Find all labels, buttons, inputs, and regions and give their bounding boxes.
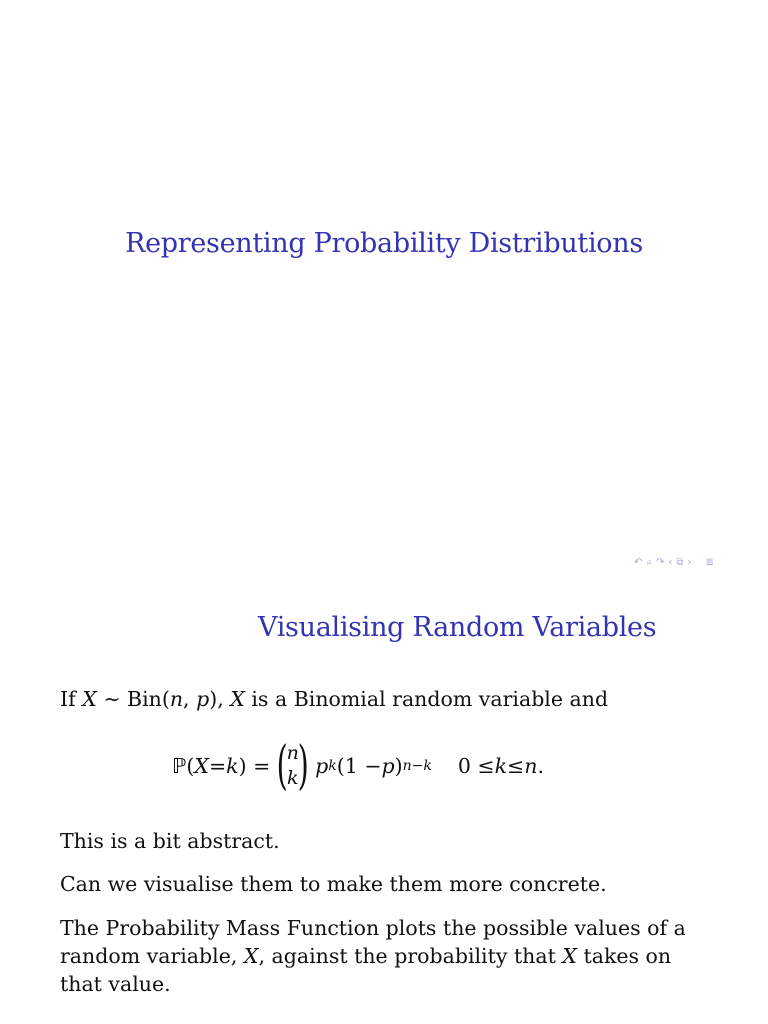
math-n: n — [169, 687, 184, 711]
prev-icon[interactable]: ‹ — [668, 557, 673, 568]
text: , — [183, 687, 197, 711]
frame-icon[interactable]: ⧉ — [676, 557, 684, 568]
binomial-intro — [60, 685, 710, 713]
text: ( — [186, 754, 195, 778]
text: . — [537, 754, 544, 778]
text: If — [60, 687, 83, 711]
text: ≤ — [507, 754, 525, 778]
math-p: p — [315, 754, 329, 778]
text: = — [208, 754, 227, 778]
paren-right: ) — [297, 736, 309, 796]
text: The Probability Mass Function plots the possible values of a random variable, — [60, 916, 686, 968]
math-x: X — [82, 687, 97, 711]
text: 0 ≤ — [457, 754, 495, 778]
slide-title: Visualising Random Variables — [258, 612, 657, 643]
binom-top: n — [286, 742, 299, 764]
text: , against the probability that — [258, 944, 563, 968]
text: ∼ Bin( — [96, 687, 170, 711]
math-x: X — [562, 944, 577, 968]
slide-title: Representing Probability Distributions — [125, 228, 643, 259]
text: ), — [209, 687, 231, 711]
arrow-left-icon[interactable]: ↶ — [634, 557, 643, 568]
paragraph: This is a bit abstract. — [60, 829, 280, 853]
binomial-coefficient — [272, 736, 313, 796]
math-x: X — [230, 687, 245, 711]
math-p: p — [196, 687, 210, 711]
text: is a Binomial random variable and — [244, 687, 609, 711]
beamer-navigation — [634, 556, 714, 570]
math-k: k — [494, 754, 508, 778]
math-n: n — [524, 754, 538, 778]
arrow-right-icon[interactable]: ↷ — [656, 557, 665, 568]
text: ) = — [238, 754, 271, 778]
menu-icon[interactable]: ≣ — [705, 557, 714, 568]
binomial-pmf-formula — [172, 736, 544, 796]
paragraph: Can we visualise them to make them more concrete. — [60, 872, 607, 896]
math-x: X — [243, 944, 259, 968]
text: takes on that value. — [60, 944, 672, 996]
text: (1 − — [336, 754, 382, 778]
math-k: k — [226, 754, 239, 778]
next-icon[interactable]: › — [687, 557, 692, 568]
exponent-n-minus-k: n−k — [402, 758, 432, 774]
binom-bottom: k — [286, 767, 299, 789]
math-x: X — [194, 754, 209, 778]
slide-2 — [0, 576, 768, 1024]
paragraph — [60, 914, 710, 998]
search-icon[interactable]: ⌕ — [646, 557, 652, 568]
paren-left: ( — [276, 736, 289, 796]
text: ) — [394, 754, 403, 778]
exponent-k: k — [328, 758, 337, 774]
math-p: p — [381, 754, 395, 778]
prob-symbol: ℙ — [172, 754, 187, 778]
